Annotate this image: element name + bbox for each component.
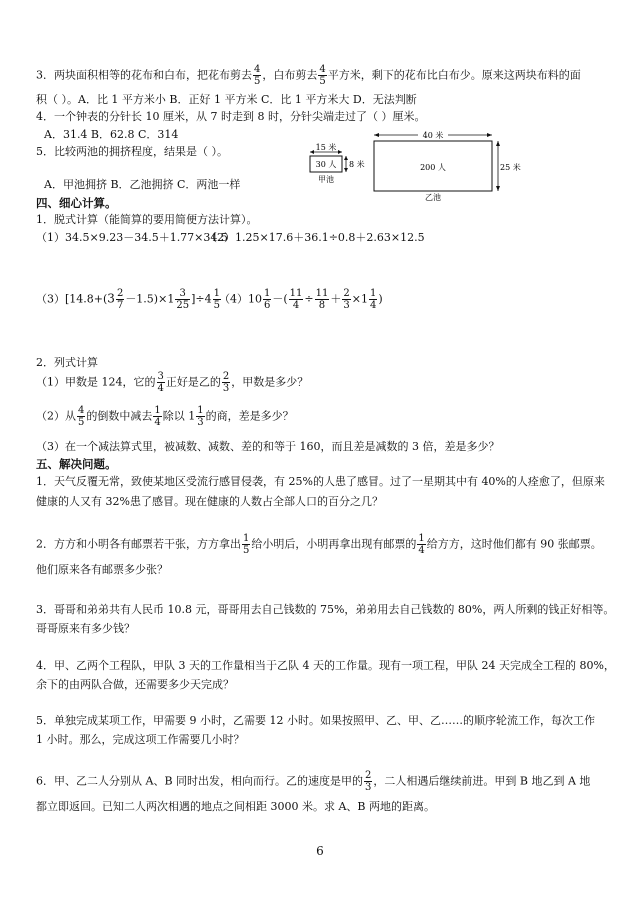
calc-1: （1）34.5×9.23－34.5＋1.77×34.5 — [36, 231, 228, 244]
problem-6-line2: 都立即返回。已知二人两次相遇的地点之间相距 3000 米。求 A、B 两地的距离。 — [36, 800, 436, 813]
problem-1-line2: 健康的人又有 32%患了感冒。现在健康的人数占全部人口的百分之几？ — [36, 495, 383, 508]
list-calc-1: （1）甲数是 124，它的 $\frac{3}{4}$ 正好是乙的 $\frac{2}{3}$ ，甲数是多少？ — [36, 371, 309, 394]
section-4-1-title: 1．脱式计算（能简算的要用简便方法计算）。 — [36, 213, 258, 226]
calc-4: （4）10 $\frac{1}{6}$ －( $\frac{11}{4}$ ÷ $\frac{11}{8}$ ＋ $\frac{2}{3}$ ×1 $\frac{1}{4}$ ) — [219, 288, 383, 311]
pool-jia-width: 15 米 — [315, 143, 337, 152]
q3-text-c: 平方米，剩下的花布比白布少。原来这两块布料的面 — [327, 68, 581, 82]
calc-row-1 — [36, 231, 228, 245]
problem-4-line1: 4．甲、乙两个工程队，甲队 3 天的工作量相当于乙队 4 天的工作量。现有一项工程，甲队 24 天完成全工程的 80%， — [36, 659, 615, 672]
pool-jia-height: 8 米 — [349, 160, 365, 169]
question-4-line1: 4．一个钟表的分针长 10 厘米，从 7 时走到 8 时，分针尖端走过了（ ）厘米。 — [36, 110, 426, 123]
q3-text-a: 3．两块面积相等的花布和白布，把花布剪去 — [36, 68, 252, 82]
section-5-title: 五、解决问题。 — [36, 457, 117, 471]
question-5-options: A．甲池拥挤 B．乙池拥挤 C．两池一样 — [44, 178, 241, 191]
q3-fraction-2: $\frac{4}{5}$ — [319, 64, 326, 87]
problem-2-line1: 2．方方和小明各有邮票若干张，方方拿出 $\frac{1}{5}$ 给小明后，小明再拿出现有邮票的 $\frac{1}{4}$ 给方方，这时他们都有 90 张邮票。 — [36, 533, 602, 556]
diagram-top-width: 40 米 — [422, 131, 444, 140]
problem-5-line2: 1 小时。那么，完成这项工作需要几小时？ — [36, 733, 245, 746]
pool-jia-name: 甲池 — [318, 175, 334, 184]
q3-text-b: ，白布剪去 — [262, 68, 318, 82]
problem-5-line1: 5．单独完成某项工作，甲需要 9 小时，乙需要 12 小时。如果按照甲、乙、甲、乙……的顺序轮流工作，每次工作 — [36, 714, 595, 727]
q3-fraction-1: $\frac{4}{5}$ — [254, 64, 261, 87]
question-3-line1 — [36, 64, 581, 87]
question-3-line2: 积（ ）。A．比 1 平方米小 B．正好 1 平方米 C．比 1 平方米大 D．无法判断 — [36, 93, 417, 106]
problem-2-line2: 他们原来各有邮票多少张？ — [36, 563, 168, 576]
calc-2: （2）1.25×17.6＋36.1÷0.8＋2.63×12.5 — [206, 231, 425, 244]
page-number: 6 — [316, 844, 324, 858]
problem-3-line1: 3．哥哥和弟弟共有人民币 10.8 元，哥哥用去自己钱数的 75%，弟弟用去自己钱数的 80%，两人所剩的钱正好相等。 — [36, 603, 615, 616]
pool-jia-people: 30 人 — [315, 160, 337, 169]
pool-yi-people: 200 人 — [420, 163, 446, 172]
problem-1-line1: 1．天气反覆无常，致使某地区受流行感冒侵袭，有 25%的人患了感冒。过了一星期其中有 40%的人痊愈了，但原来 — [36, 475, 605, 488]
question-4-options: A．31.4 B．62.8 C．314 — [44, 128, 179, 141]
problem-6-line1: 6．甲、乙二人分别从 A、B 同时出发，相向而行。乙的速度是甲的 $\frac{2}{3}$ ，二人相遇后继续前进。甲到 B 地乙到 A 地 — [36, 770, 591, 793]
section-4-2-title: 2．列式计算 — [36, 356, 98, 369]
problem-3-line2: 哥哥原来有多少钱？ — [36, 622, 135, 635]
pool-yi-name: 乙池 — [425, 193, 441, 202]
pools-diagram — [296, 128, 521, 202]
pool-yi-height: 25 米 — [500, 163, 521, 172]
calc-3: （3）[14.8+(3 $\frac{2}{7}$ －1.5)×1 $\frac{3}{25}$ ]÷4 $\frac{1}{5}$ — [36, 288, 220, 311]
problem-4-line2: 余下的由两队合做，还需要多少天完成？ — [36, 678, 234, 691]
section-4-title: 四、细心计算。 — [36, 196, 117, 210]
list-calc-3: （3）在一个减法算式里，被减数、减数、差的和等于 160，而且差是减数的 3 倍，差是多少？ — [36, 440, 500, 453]
list-calc-2: （2）从 $\frac{4}{5}$ 的倒数中减去 $\frac{1}{4}$ 除以 1 $\frac{1}{3}$ 的商，差是多少？ — [36, 405, 294, 428]
question-5-line1: 5．比较两池的拥挤程度，结果是（ ）。 — [36, 145, 228, 158]
